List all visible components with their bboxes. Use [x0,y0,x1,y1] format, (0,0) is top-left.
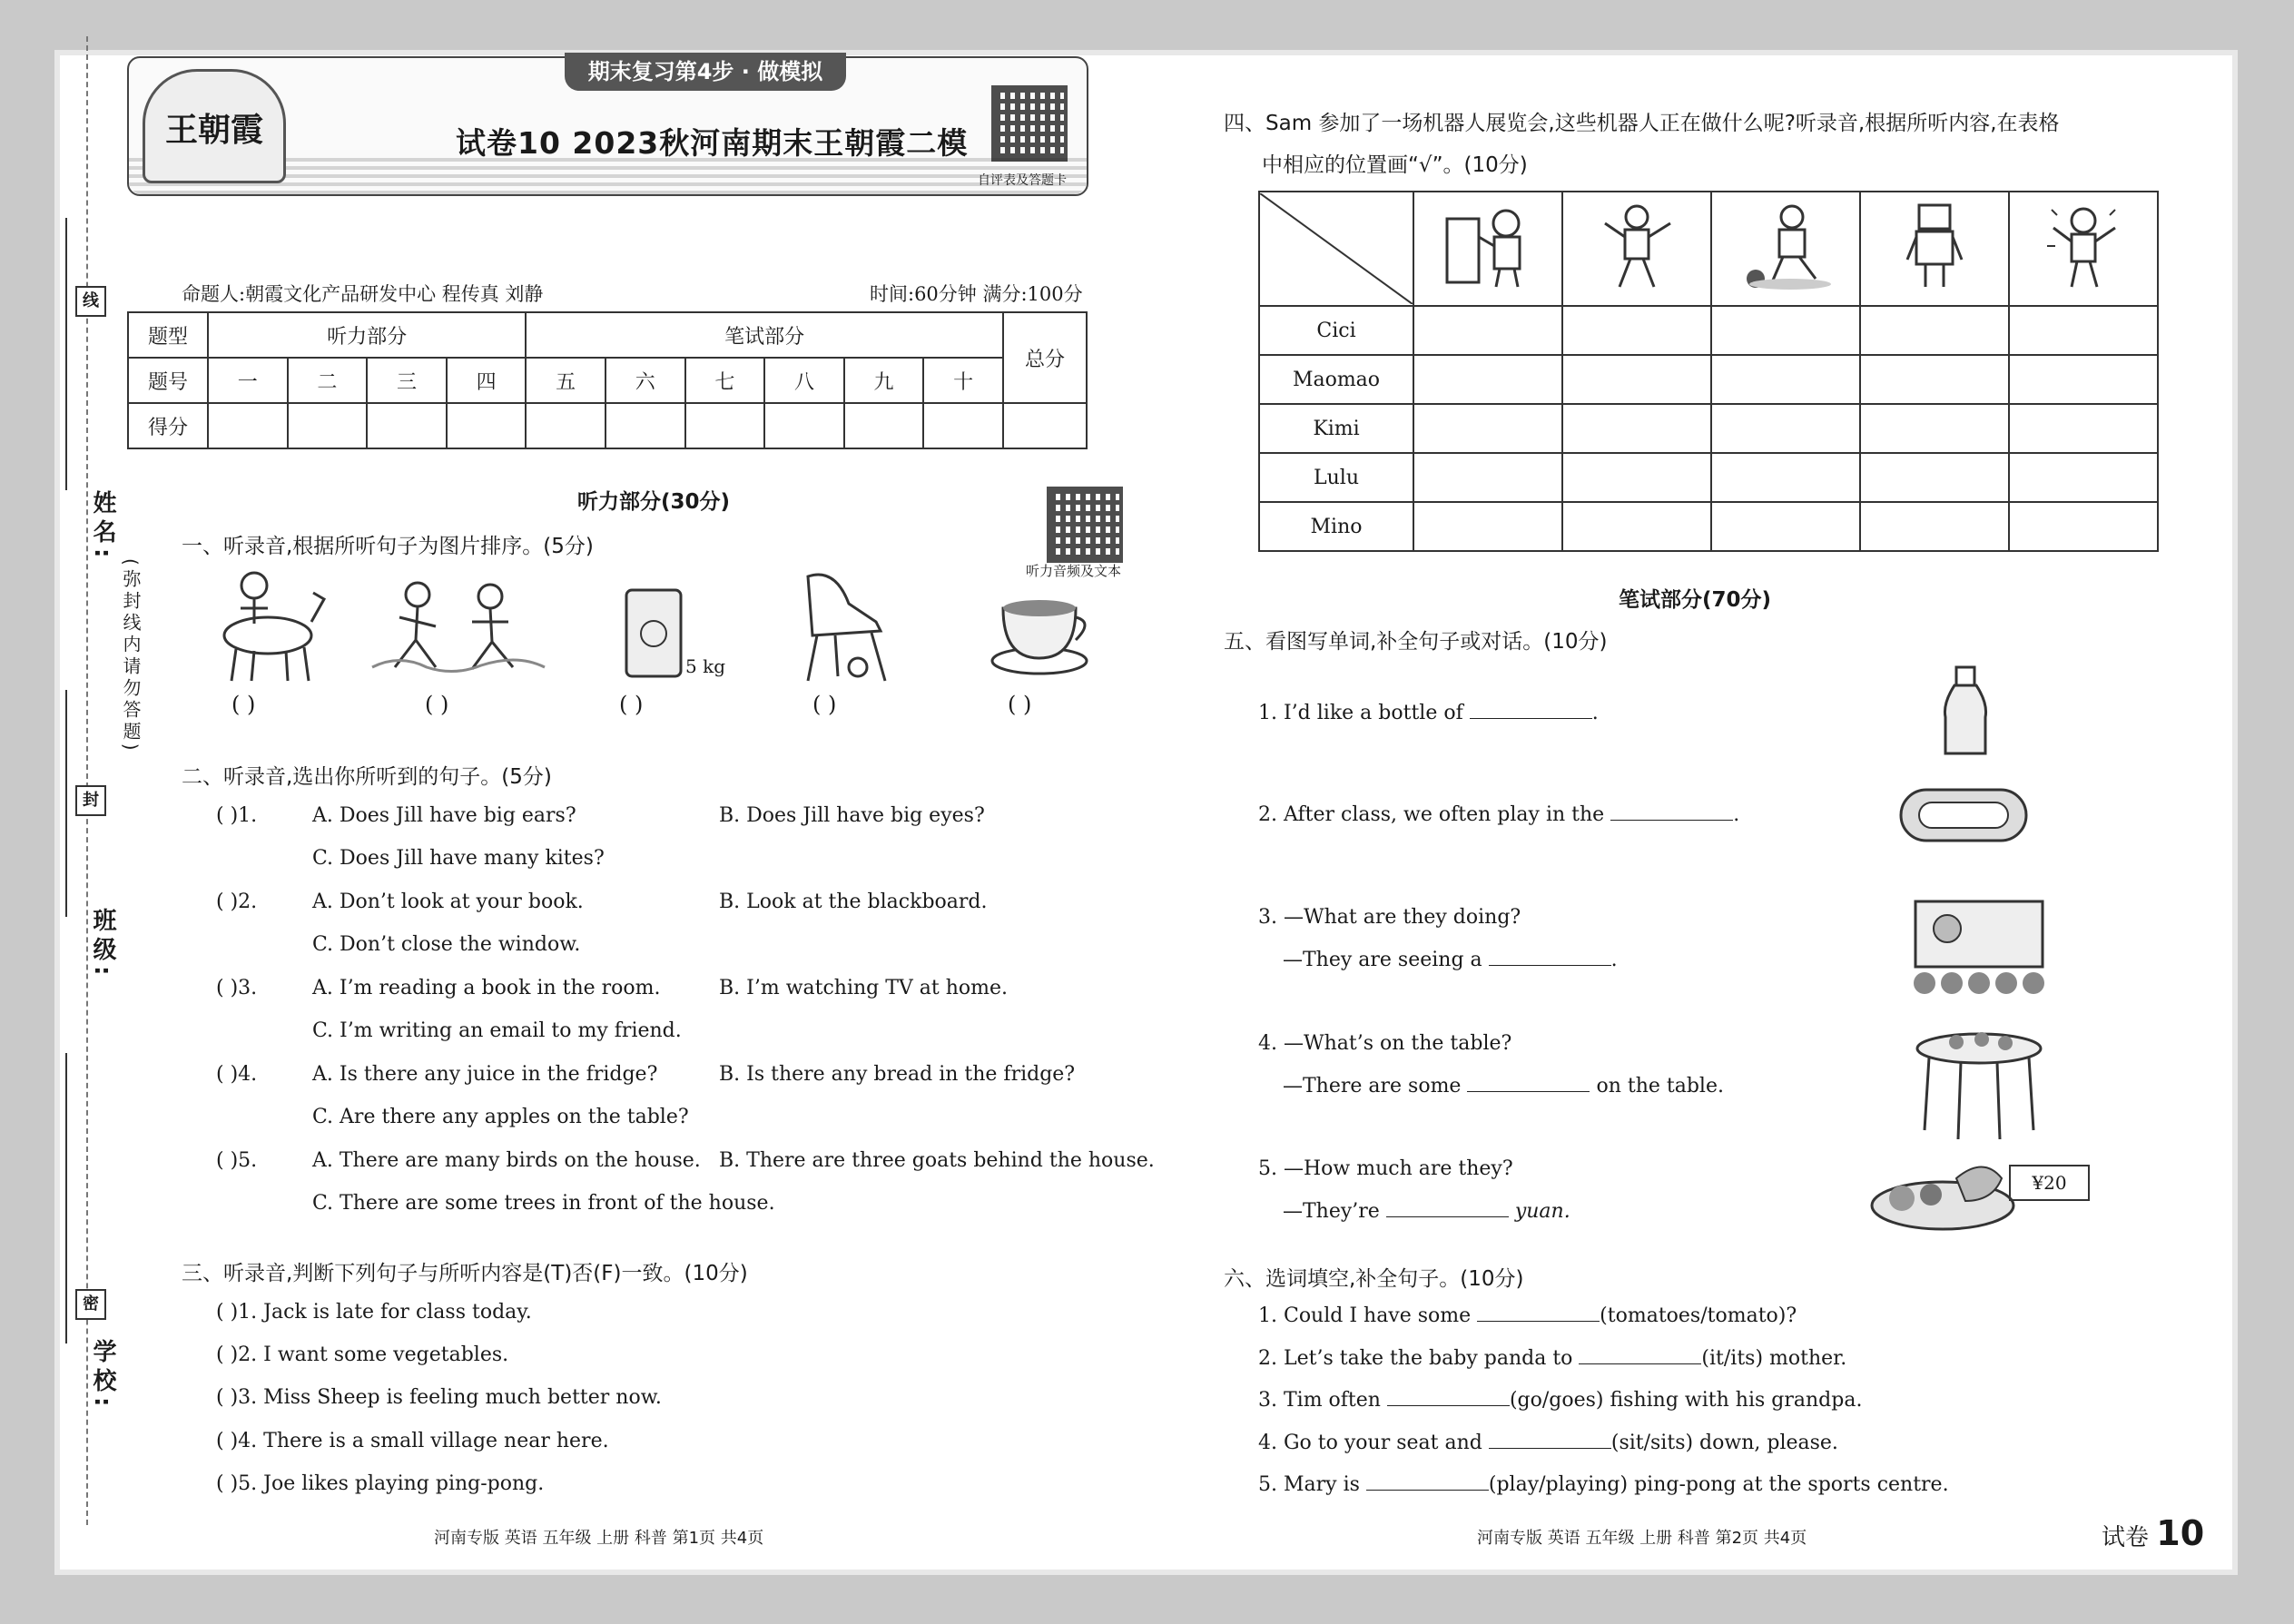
children-running-icon [363,576,549,681]
score-cell: 二 [288,358,368,403]
q6-text: (go/goes) fishing with his grandpa. [1509,1389,1863,1412]
tick-cell[interactable] [1562,404,1711,453]
q5-heading: 五、看图写单词,补全句子或对话。(10分) [1224,630,1608,654]
footer-left: 河南专版 英语 五年级 上册 科普 第1页 共4页 [434,1529,764,1548]
score-cell: 五 [526,358,605,403]
q6-text: (play/playing) ping-pong at the sports centre. [1488,1473,1949,1496]
tick-cell[interactable] [1562,306,1711,355]
answer-paren[interactable]: ( ) [425,692,449,717]
robot-dancing-icon [1562,192,1711,306]
q2-option: A. Does Jill have big ears? [312,804,576,827]
q6-text: 2. Let’s take the baby panda to [1258,1347,1573,1370]
score-cell: 六 [605,358,685,403]
q6-text: 1. Could I have some [1258,1304,1472,1327]
answer-blank[interactable] [1366,1473,1489,1491]
answer-blank[interactable] [1470,702,1592,719]
score-table [127,311,1088,449]
answer-blank[interactable] [1387,1389,1510,1406]
q2-number[interactable]: ( )5. [216,1149,258,1172]
q6-item [1258,1389,1862,1412]
score-input[interactable] [208,403,288,448]
q5-text: —They’re [1283,1200,1380,1223]
score-input[interactable] [1003,403,1087,448]
robot-table [1258,191,2159,552]
diagonal-header-cell [1259,192,1413,306]
tick-cell[interactable] [1711,404,1860,453]
playground-icon [1895,782,2032,848]
robot-football-icon [1711,192,1860,306]
q2-heading: 二、听录音,选出你所听到的句子。(5分) [182,765,552,789]
q2-number[interactable]: ( )2. [216,891,258,913]
student-name: Cici [1259,306,1413,355]
score-cell: 八 [764,358,844,403]
cinema-film-icon [1906,897,2052,999]
score-input[interactable] [526,403,605,448]
score-input[interactable] [844,403,924,448]
q6-text: (tomatoes/tomato)? [1600,1304,1797,1327]
student-name: Kimi [1259,404,1413,453]
answer-blank[interactable] [1610,803,1733,821]
paper-title: 试卷10 2023秋河南期末王朝霞二模 [456,125,969,161]
score-cell: 四 [447,358,527,403]
q2-option: A. I’m reading a book in the room. [312,977,661,999]
secret-mark: 密 [75,1289,106,1320]
q3-heading: 三、听录音,判断下列句子与所听内容是(T)否(F)一致。(10分) [182,1262,748,1285]
tick-cell[interactable] [1413,355,1562,404]
tick-cell[interactable] [1562,453,1711,502]
q6-heading: 六、选词填空,补全句子。(10分) [1224,1267,1524,1291]
q6-item [1258,1304,1797,1327]
tick-cell[interactable] [1711,502,1860,551]
school-underline [65,1053,67,1343]
tick-cell[interactable] [1413,306,1562,355]
q4-heading-line2: 中相应的位置画“√”。(10分) [1262,153,1528,177]
tick-cell[interactable] [1860,306,2009,355]
paper-label: 试卷 [2102,1524,2150,1551]
tick-cell[interactable] [1562,502,1711,551]
student-name: Maomao [1259,355,1413,404]
q6-text: 5. Mary is [1258,1473,1360,1496]
q5-sentence-4b [1283,1075,1724,1097]
score-cell: 总分 [1003,312,1087,403]
tick-cell[interactable] [2009,306,2158,355]
score-input[interactable] [447,403,527,448]
score-cell: 题号 [128,358,208,403]
tick-cell[interactable] [1860,453,2009,502]
q2-option: A. Is there any juice in the fridge? [312,1063,658,1086]
authors: 命题人:朝霞文化产品研发中心 程传真 刘静 [182,283,544,305]
answer-blank[interactable] [1579,1347,1701,1364]
q3-item[interactable]: ( )5. Joe likes playing ping-pong. [216,1472,545,1495]
tick-cell[interactable] [1860,355,2009,404]
class-underline [65,690,67,917]
q5-sentence-3b [1283,949,1618,971]
tick-cell[interactable] [2009,355,2158,404]
q2-option: C. Does Jill have many kites? [312,847,605,870]
cup-of-tea-icon [989,590,1094,681]
student-name: Mino [1259,502,1413,551]
q5-text: . [1733,803,1740,826]
q5-text: —There are some [1283,1075,1462,1097]
q5-sentence-5a: 5. —How much are they? [1258,1157,1513,1180]
juice-bottle-icon [1938,663,1993,763]
score-input[interactable] [685,403,765,448]
q4-heading-line1: 四、Sam 参加了一场机器人展览会,这些机器人正在做什么呢?听录音,根据所听内容,在表格 [1224,112,2060,135]
answer-paren[interactable]: ( ) [1008,692,1032,717]
seal-notice: (弥封线内请勿答题) [120,558,142,754]
q6-text: (sit/sits) down, please. [1610,1432,1838,1454]
school-label: 学校: [89,1339,116,1412]
answer-paren[interactable]: ( ) [619,692,644,717]
score-cell: 十 [923,358,1003,403]
student-name: Lulu [1259,453,1413,502]
score-input[interactable] [923,403,1003,448]
robot-painting-icon [1413,192,1562,306]
q2-option: B. Does Jill have big eyes? [719,804,985,827]
qr-code-icon[interactable] [991,85,1068,162]
q2-option: C. There are some trees in front of the house. [312,1192,775,1215]
audio-qr-icon[interactable] [1047,487,1123,563]
q5-sentence-5b [1283,1200,1570,1223]
listening-title: 听力部分(30分) [577,490,731,514]
q3-item[interactable]: ( )2. I want some vegetables. [216,1343,509,1366]
brand-logo [143,69,286,183]
answer-blank[interactable] [1489,1432,1611,1449]
paper-no-value: 10 [2156,1513,2205,1553]
tick-cell[interactable] [1860,404,2009,453]
footer-right: 河南专版 英语 五年级 上册 科普 第2页 共4页 [1477,1529,1807,1548]
q2-option: C. Are there any apples on the table? [312,1106,689,1128]
cat-under-chair-icon [794,567,894,685]
score-input[interactable] [367,403,447,448]
q6-item [1258,1347,1846,1370]
review-step-tag: 期末复习第4步 · 做模拟 [565,53,846,91]
q2-number[interactable]: ( )3. [216,977,258,999]
score-cell: 听力部分 [208,312,526,358]
answer-paren[interactable]: ( ) [231,692,256,717]
q2-option: B. Is there any bread in the fridge? [719,1063,1076,1086]
tick-cell[interactable] [1860,502,2009,551]
vegetables-icon [1866,1151,2020,1237]
q2-option: B. There are three goats behind the house. [719,1149,1155,1172]
table-with-food-icon [1911,1026,2047,1144]
score-cell: 三 [367,358,447,403]
q2-option: B. I’m watching TV at home. [719,977,1009,999]
class-label: 班级: [89,908,116,981]
q5-text: 1. I’d like a bottle of [1258,702,1463,724]
robot-standing-icon [1860,192,2009,306]
score-cell: 得分 [128,403,208,448]
q5-text: . [1610,949,1618,971]
q5-text: yuan. [1514,1200,1570,1223]
q2-option: A. Don’t look at your book. [312,891,584,913]
q3-item[interactable]: ( )3. Miss Sheep is feeling much better now. [216,1386,662,1409]
answer-paren[interactable]: ( ) [812,692,837,717]
score-input[interactable] [605,403,685,448]
tick-cell[interactable] [2009,404,2158,453]
boy-riding-horse-icon [204,567,331,685]
logo-text: 王朝霞 [164,111,263,149]
q2-option: C. I’m writing an email to my friend. [312,1019,682,1042]
answer-blank[interactable] [1386,1200,1509,1217]
tick-cell[interactable] [1711,355,1860,404]
q2-option: B. Look at the blackboard. [719,891,988,913]
robot-singing-icon [2009,192,2158,306]
q3-item[interactable]: ( )4. There is a small village near here. [216,1430,609,1452]
name-underline [65,218,67,490]
audio-qr-caption: 听力音频及文本 [1026,563,1122,579]
score-input[interactable] [288,403,368,448]
seal-mark: 封 [75,785,106,816]
q5-sentence-3a: 3. —What are they doing? [1258,906,1521,929]
score-cell: 七 [685,358,765,403]
q6-item [1258,1473,1949,1496]
header-card [127,56,1088,196]
score-cell: 一 [208,358,288,403]
tick-cell[interactable] [1413,502,1562,551]
line-mark: 线 [75,286,106,317]
tick-cell[interactable] [1413,453,1562,502]
qr-caption: 自评表及答题卡 [978,173,1067,188]
score-input[interactable] [764,403,844,448]
name-label: 姓名: [89,490,116,564]
q6-item [1258,1432,1838,1454]
tick-cell[interactable] [1413,404,1562,453]
q1-heading: 一、听录音,根据所听句子为图片排序。(5分) [182,535,594,558]
time-score: 时间:60分钟 满分:100分 [870,283,1083,305]
score-cell: 题型 [128,312,208,358]
q5-text: 2. After class, we often play in the [1258,803,1605,826]
price-tag: ¥20 [2009,1165,2090,1201]
tick-cell[interactable] [2009,453,2158,502]
tick-cell[interactable] [2009,502,2158,551]
q2-number[interactable]: ( )1. [216,804,258,827]
answer-blank[interactable] [1467,1075,1590,1092]
score-cell: 九 [844,358,924,403]
tick-cell[interactable] [1711,453,1860,502]
rice-bag-icon [622,581,685,681]
q2-option: A. There are many birds on the house. [312,1149,701,1172]
writing-title: 笔试部分(70分) [1619,588,1772,612]
q5-text: on the table. [1596,1075,1724,1097]
q2-number[interactable]: ( )4. [216,1063,258,1086]
q6-text: 3. Tim often [1258,1389,1381,1412]
q3-item[interactable]: ( )1. Jack is late for class today. [216,1301,532,1324]
q2-option: C. Don’t close the window. [312,933,581,956]
q5-sentence-1 [1258,702,1599,724]
score-cell: 笔试部分 [526,312,1003,358]
q6-text: (it/its) mother. [1701,1347,1847,1370]
q5-sentence-4a: 4. —What’s on the table? [1258,1032,1512,1055]
answer-blank[interactable] [1489,949,1611,966]
q5-sentence-2 [1258,803,1739,826]
q5-text: . [1591,702,1599,724]
tick-cell[interactable] [1711,306,1860,355]
paper-number [2102,1513,2204,1553]
tick-cell[interactable] [1562,355,1711,404]
rice-weight: 5 kg [685,655,726,677]
q6-text: 4. Go to your seat and [1258,1432,1482,1454]
answer-blank[interactable] [1477,1304,1600,1322]
q5-text: —They are seeing a [1283,949,1482,971]
